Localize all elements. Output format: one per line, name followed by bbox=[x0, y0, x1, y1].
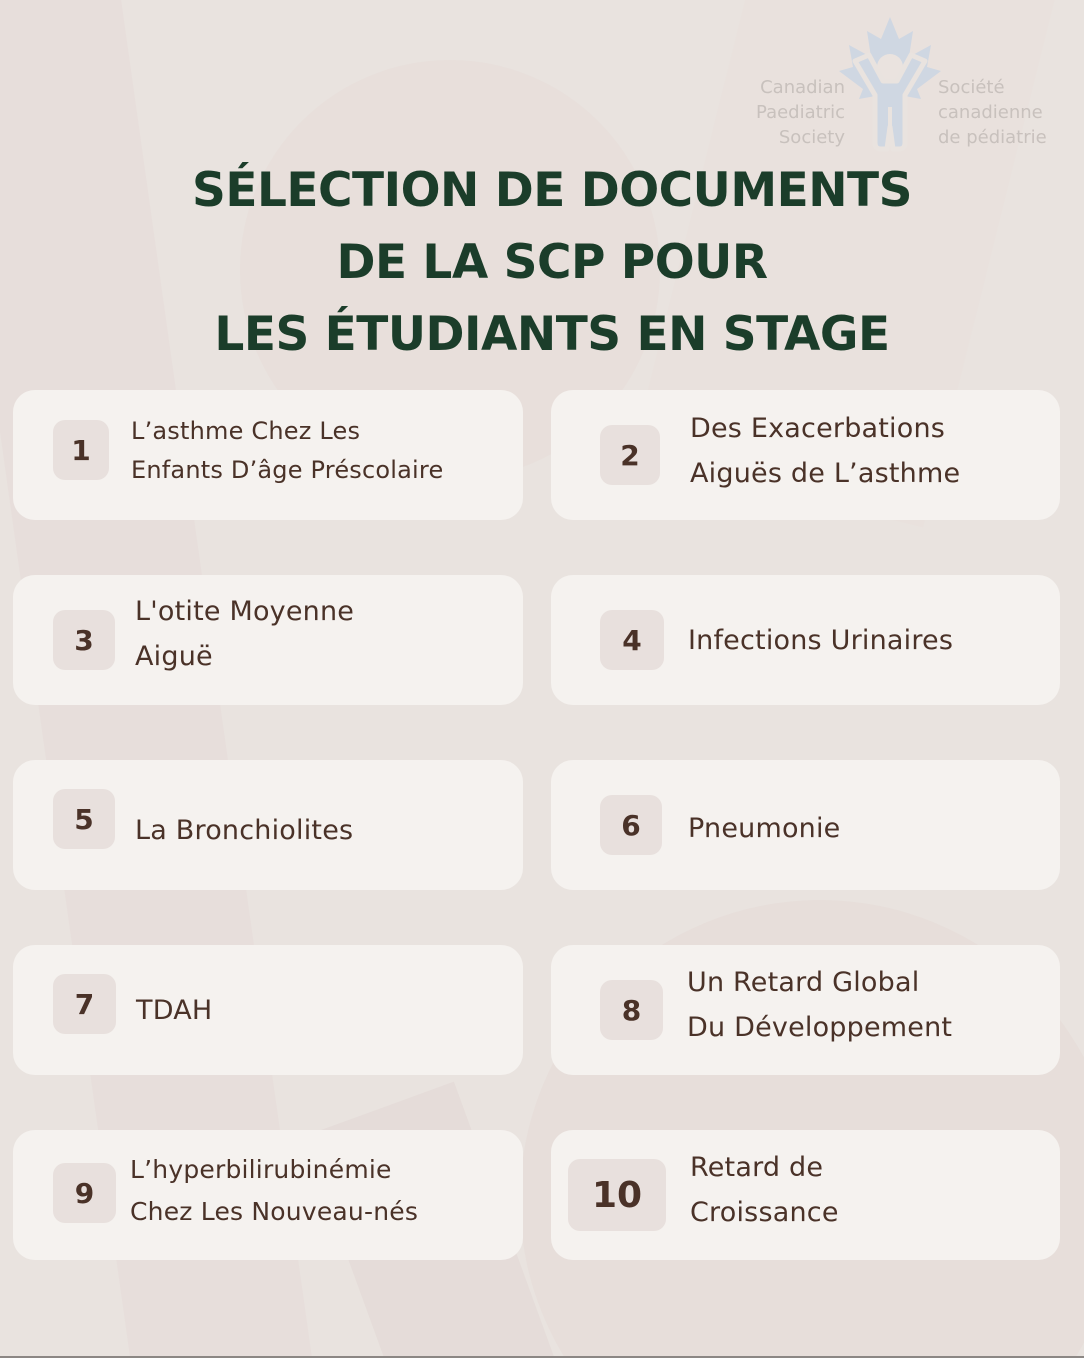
document-card-10[interactable] bbox=[551, 1130, 1060, 1260]
document-title: Des Exacerbations Aiguës de L’asthme bbox=[690, 413, 961, 489]
number-badge: 4 bbox=[600, 610, 664, 670]
number-badge: 6 bbox=[600, 795, 662, 855]
page-title bbox=[0, 155, 1084, 371]
document-card-4[interactable] bbox=[551, 575, 1060, 705]
document-card-5[interactable] bbox=[13, 760, 523, 890]
document-title: Retard de Croissance bbox=[690, 1152, 839, 1228]
number-badge: 3 bbox=[53, 610, 115, 670]
title-line: SÉLECTION DE DOCUMENTS bbox=[192, 163, 912, 218]
document-card-2[interactable] bbox=[551, 390, 1060, 520]
document-card-1[interactable] bbox=[13, 390, 523, 520]
document-card-3[interactable] bbox=[13, 575, 523, 705]
document-card-7[interactable] bbox=[13, 945, 523, 1075]
number-badge: 7 bbox=[53, 974, 116, 1034]
number-badge: 2 bbox=[600, 425, 660, 485]
number-badge: 1 bbox=[53, 420, 109, 480]
document-card-8[interactable] bbox=[551, 945, 1060, 1075]
maple-leaf-child-icon bbox=[835, 15, 945, 155]
number-badge: 8 bbox=[600, 980, 663, 1040]
document-title: La Bronchiolites bbox=[135, 814, 354, 846]
title-line: DE LA SCP POUR bbox=[336, 235, 768, 290]
number-badge: 10 bbox=[568, 1159, 666, 1231]
document-card-9[interactable] bbox=[13, 1130, 523, 1260]
logo-english-text: Canadian Paediatric Society bbox=[756, 77, 845, 148]
document-title: Pneumonie bbox=[688, 812, 841, 844]
document-title: L’hyperbilirubinémie Chez Les Nouveau-nés bbox=[130, 1155, 419, 1226]
document-title: L'otite Moyenne Aiguë bbox=[135, 596, 355, 672]
document-title: TDAH bbox=[136, 994, 213, 1026]
document-title: Un Retard Global Du Développement bbox=[687, 967, 953, 1043]
document-card-6[interactable] bbox=[551, 760, 1060, 890]
document-title: L’asthme Chez Les Enfants D’âge Préscolaire bbox=[131, 417, 444, 484]
number-badge: 5 bbox=[53, 789, 115, 849]
logo-french-text: Société canadienne de pédiatrie bbox=[938, 77, 1047, 148]
title-line: LES ÉTUDIANTS EN STAGE bbox=[214, 307, 890, 362]
document-title: Infections Urinaires bbox=[688, 624, 954, 656]
cps-logo bbox=[735, 15, 1075, 155]
number-badge: 9 bbox=[53, 1163, 116, 1223]
